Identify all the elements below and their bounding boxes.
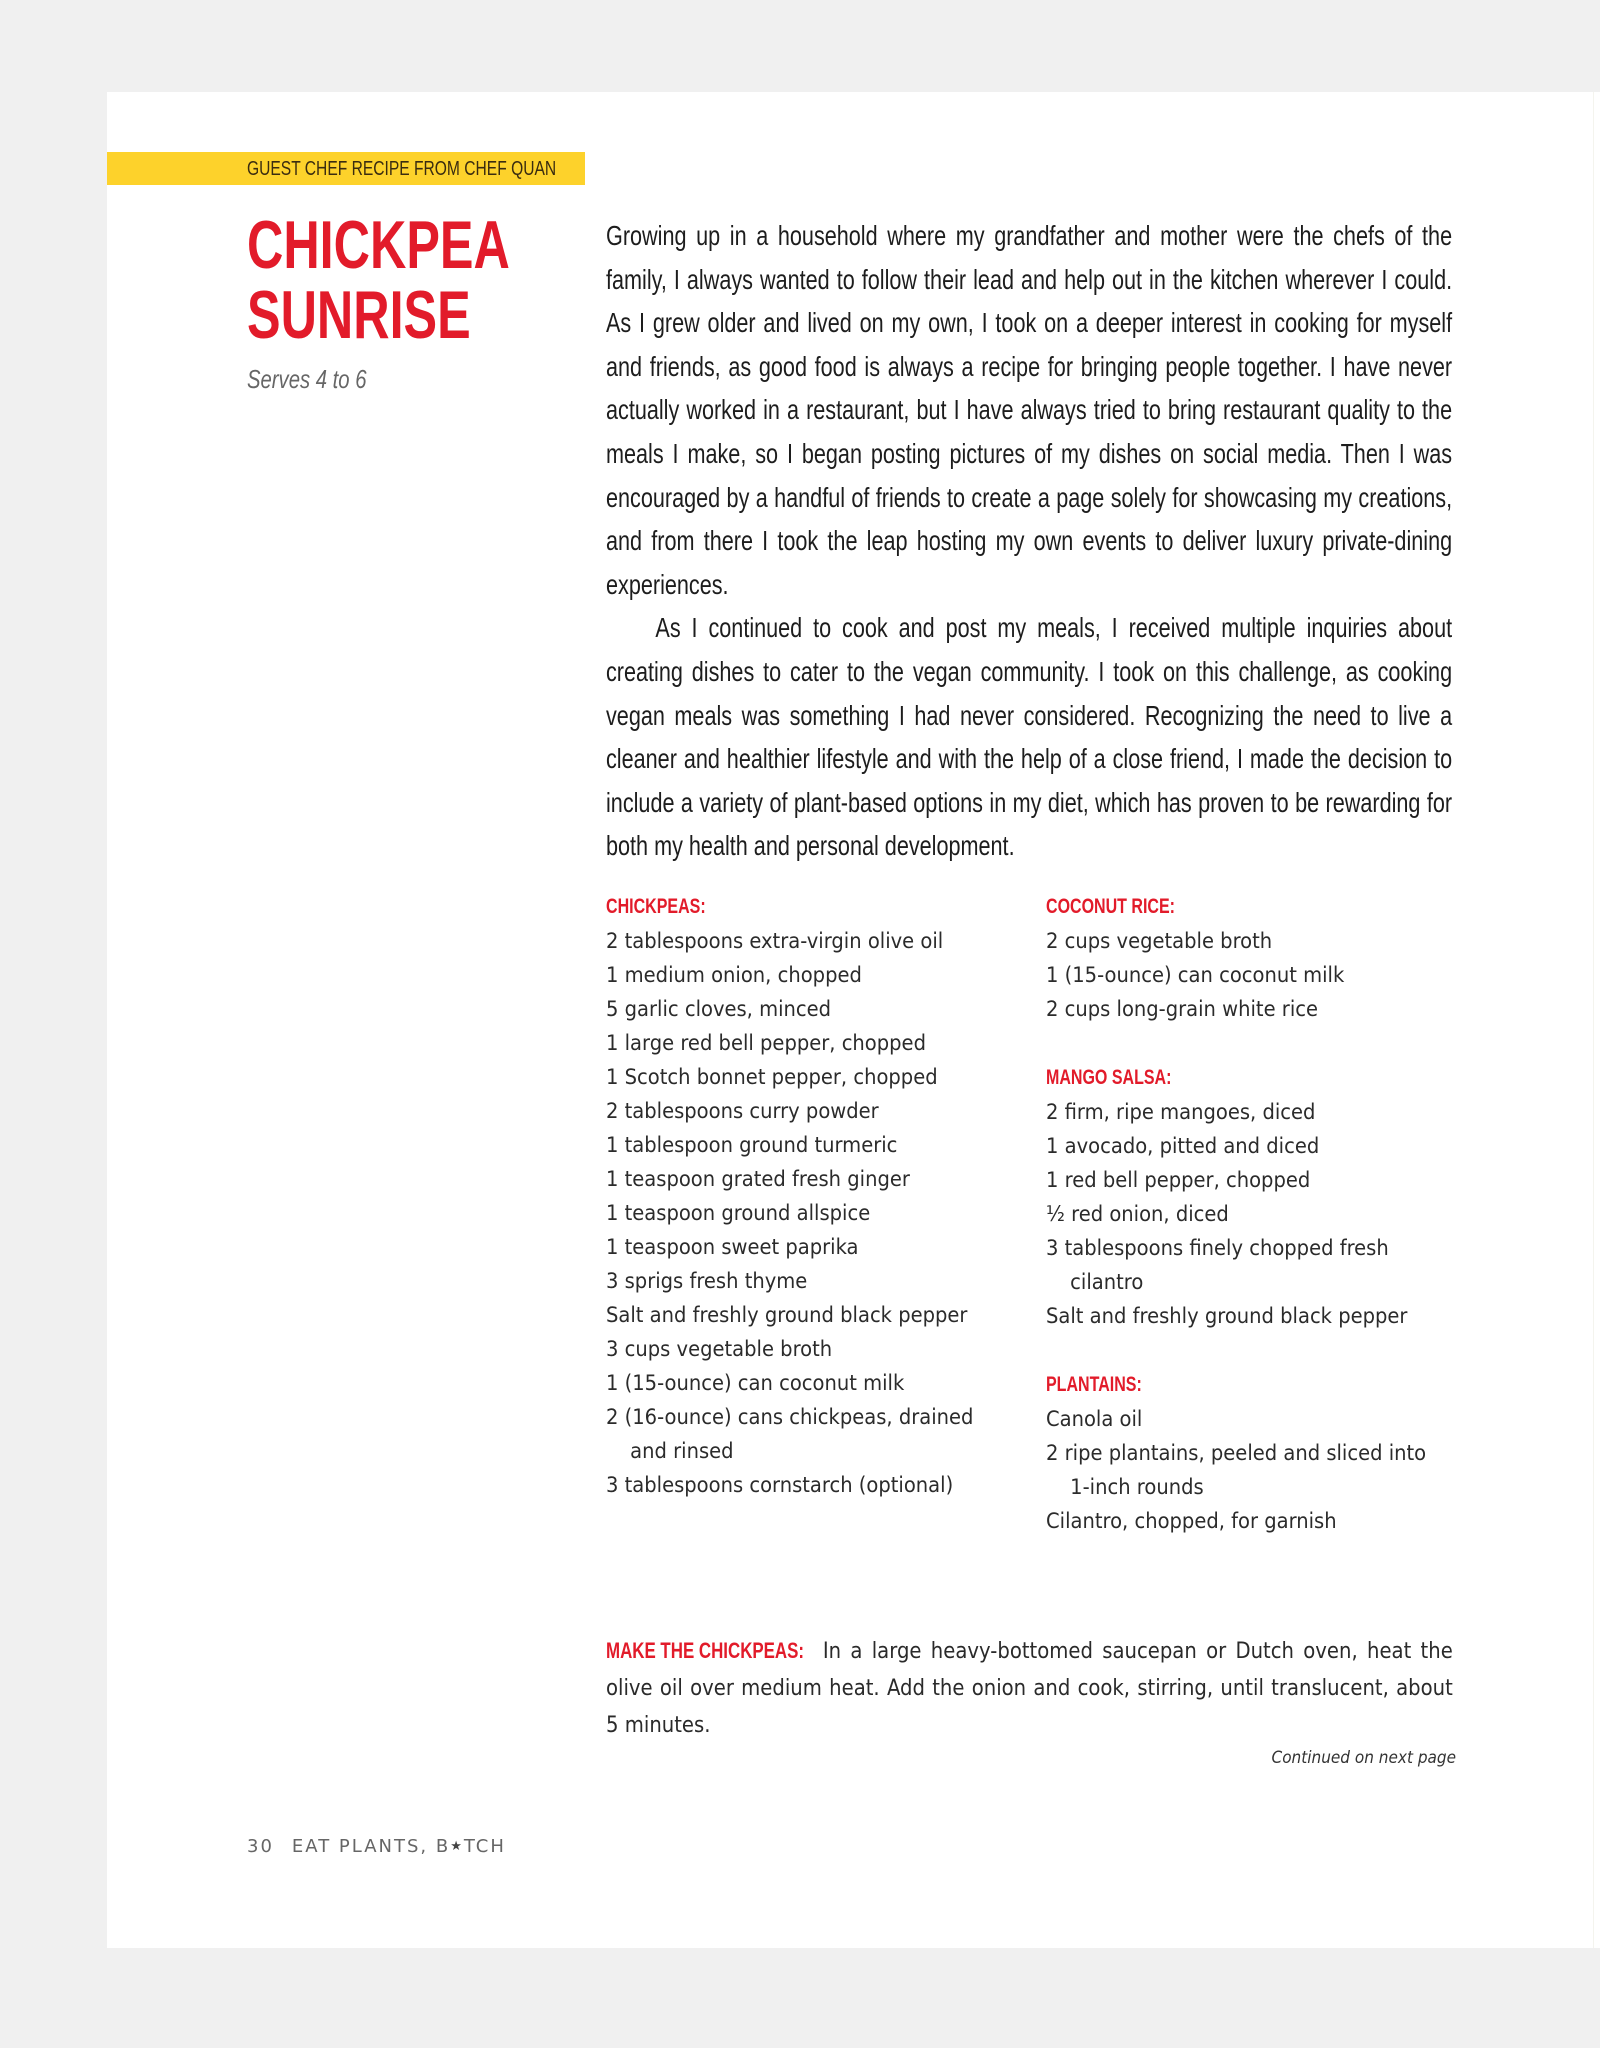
ingredient-item: 1 (15-ounce) can coconut milk [1046,963,1345,987]
ingredients-left-column [606,889,997,1502]
ingredient-item: Salt and freshly ground black pepper [606,1303,968,1327]
ingredient-item: 2 ripe plantains, peeled and sliced into 1-inch rounds [1046,1441,1427,1499]
section-heading: COCONUT RICE: [1046,895,1176,918]
ingredient-item: 1 avocado, pitted and diced [1046,1134,1320,1158]
ingredient-section-coconut-rice [1046,889,1437,1026]
ingredient-item: 3 cups vegetable broth [606,1337,833,1361]
recipe-title-line-2: SUNRISE [247,277,471,353]
ingredient-item: 2 cups vegetable broth [1046,929,1273,953]
ingredient-item: 1 teaspoon sweet paprika [606,1235,859,1259]
method-step [606,1632,1453,1744]
ingredient-list [1046,1095,1437,1333]
method-step-text: In a large heavy-bottomed saucepan or Dutch oven, heat the olive oil over medium heat. Add the onion and cook, stirring, until translucent, about 5 minutes. [606,1638,1453,1738]
star-icon: ★ [450,1839,464,1854]
ingredient-list [1046,1402,1437,1538]
book-page [107,92,1600,1948]
section-heading: PLANTAINS: [1046,1373,1142,1396]
ingredient-item: 1 teaspoon grated fresh ginger [606,1167,910,1191]
method-step-heading: MAKE THE CHICKPEAS: [606,1638,805,1663]
ingredient-item: 2 (16-ounce) cans chickpeas, drained and rinsed [606,1405,974,1463]
page-edge [1593,92,1594,1948]
ingredient-item: 2 cups long-grain white rice [1046,997,1319,1021]
ingredient-item: 1 Scotch bonnet pepper, chopped [606,1065,938,1089]
page-footer [247,1836,506,1857]
ingredient-item: Cilantro, chopped, for garnish [1046,1509,1337,1533]
ingredient-list [1046,924,1437,1026]
ingredient-section-mango-salsa [1046,1060,1437,1333]
book-title-part-1: EAT PLANTS, B [291,1836,451,1857]
intro-paragraph: Growing up in a household where my grandfather and mother were the chefs of the family, I always wanted to follow their lead and help out in the kitchen wherever I could. As I grew older and lived on my own, I took on a deeper interest in cooking for myself and friends, as good food is always a recipe for bringing people together. I have never actually worked in a restaurant, but I have always tried to bring restaurant quality to the meals I make, so I began posting pictures of my dishes on social media. Then I was encouraged by a handful of friends to create a page solely for showcasing my creations, and from there I took the leap hosting my own events to deliver luxury private-dining experiences. [606,220,1453,600]
guest-chef-label: GUEST CHEF RECIPE FROM CHEF QUAN [247,158,557,180]
intro-paragraph: As I continued to cook and post my meals, I received multiple inquiries about creating dishes to cater to the vegan community. I took on this challenge, as cooking vegan meals was something I had never considered. Recognizing the need to live a cleaner and healthier lifestyle and with the help of a close friend, I made the decision to include a variety of plant-based options in my diet, which has proven to be rewarding for both my health and personal development. [606,612,1453,862]
ingredient-item: 2 tablespoons extra-virgin olive oil [606,929,944,953]
ingredient-item: 2 firm, ripe mangoes, diced [1046,1100,1316,1124]
recipe-title [247,207,510,353]
ingredient-item: 3 tablespoons cornstarch (optional) [606,1473,954,1497]
ingredient-item: 1 (15-ounce) can coconut milk [606,1371,905,1395]
serves-note: Serves 4 to 6 [247,364,367,394]
ingredient-item: ½ red onion, diced [1046,1202,1229,1226]
ingredient-section-plantains [1046,1367,1437,1538]
ingredient-item: 1 large red bell pepper, chopped [606,1031,926,1055]
ingredient-item: 1 red bell pepper, chopped [1046,1168,1311,1192]
ingredient-item: 3 sprigs fresh thyme [606,1269,808,1293]
book-title-part-2: TCH [463,1836,506,1857]
recipe-title-line-1: CHICKPEA [247,207,510,283]
intro-text [606,214,1452,868]
ingredient-item: 5 garlic cloves, minced [606,997,832,1021]
ingredient-item: Salt and freshly ground black pepper [1046,1304,1408,1328]
continued-note: Continued on next page [1271,1748,1456,1768]
page-number: 30 [247,1836,274,1857]
ingredient-item: Canola oil [1046,1407,1143,1431]
ingredients-right-column [1046,889,1437,1538]
ingredient-item: 1 medium onion, chopped [606,963,862,987]
guest-chef-band [107,152,585,185]
ingredient-item: 2 tablespoons curry powder [606,1099,879,1123]
section-heading: CHICKPEAS: [606,895,706,918]
ingredient-item: 1 teaspoon ground allspice [606,1201,871,1225]
section-heading: MANGO SALSA: [1046,1066,1172,1089]
ingredient-item: 1 tablespoon ground turmeric [606,1133,898,1157]
ingredient-item: 3 tablespoons finely chopped fresh cilantro [1046,1236,1389,1294]
ingredient-section-chickpeas [606,889,997,1502]
ingredient-list [606,924,997,1502]
